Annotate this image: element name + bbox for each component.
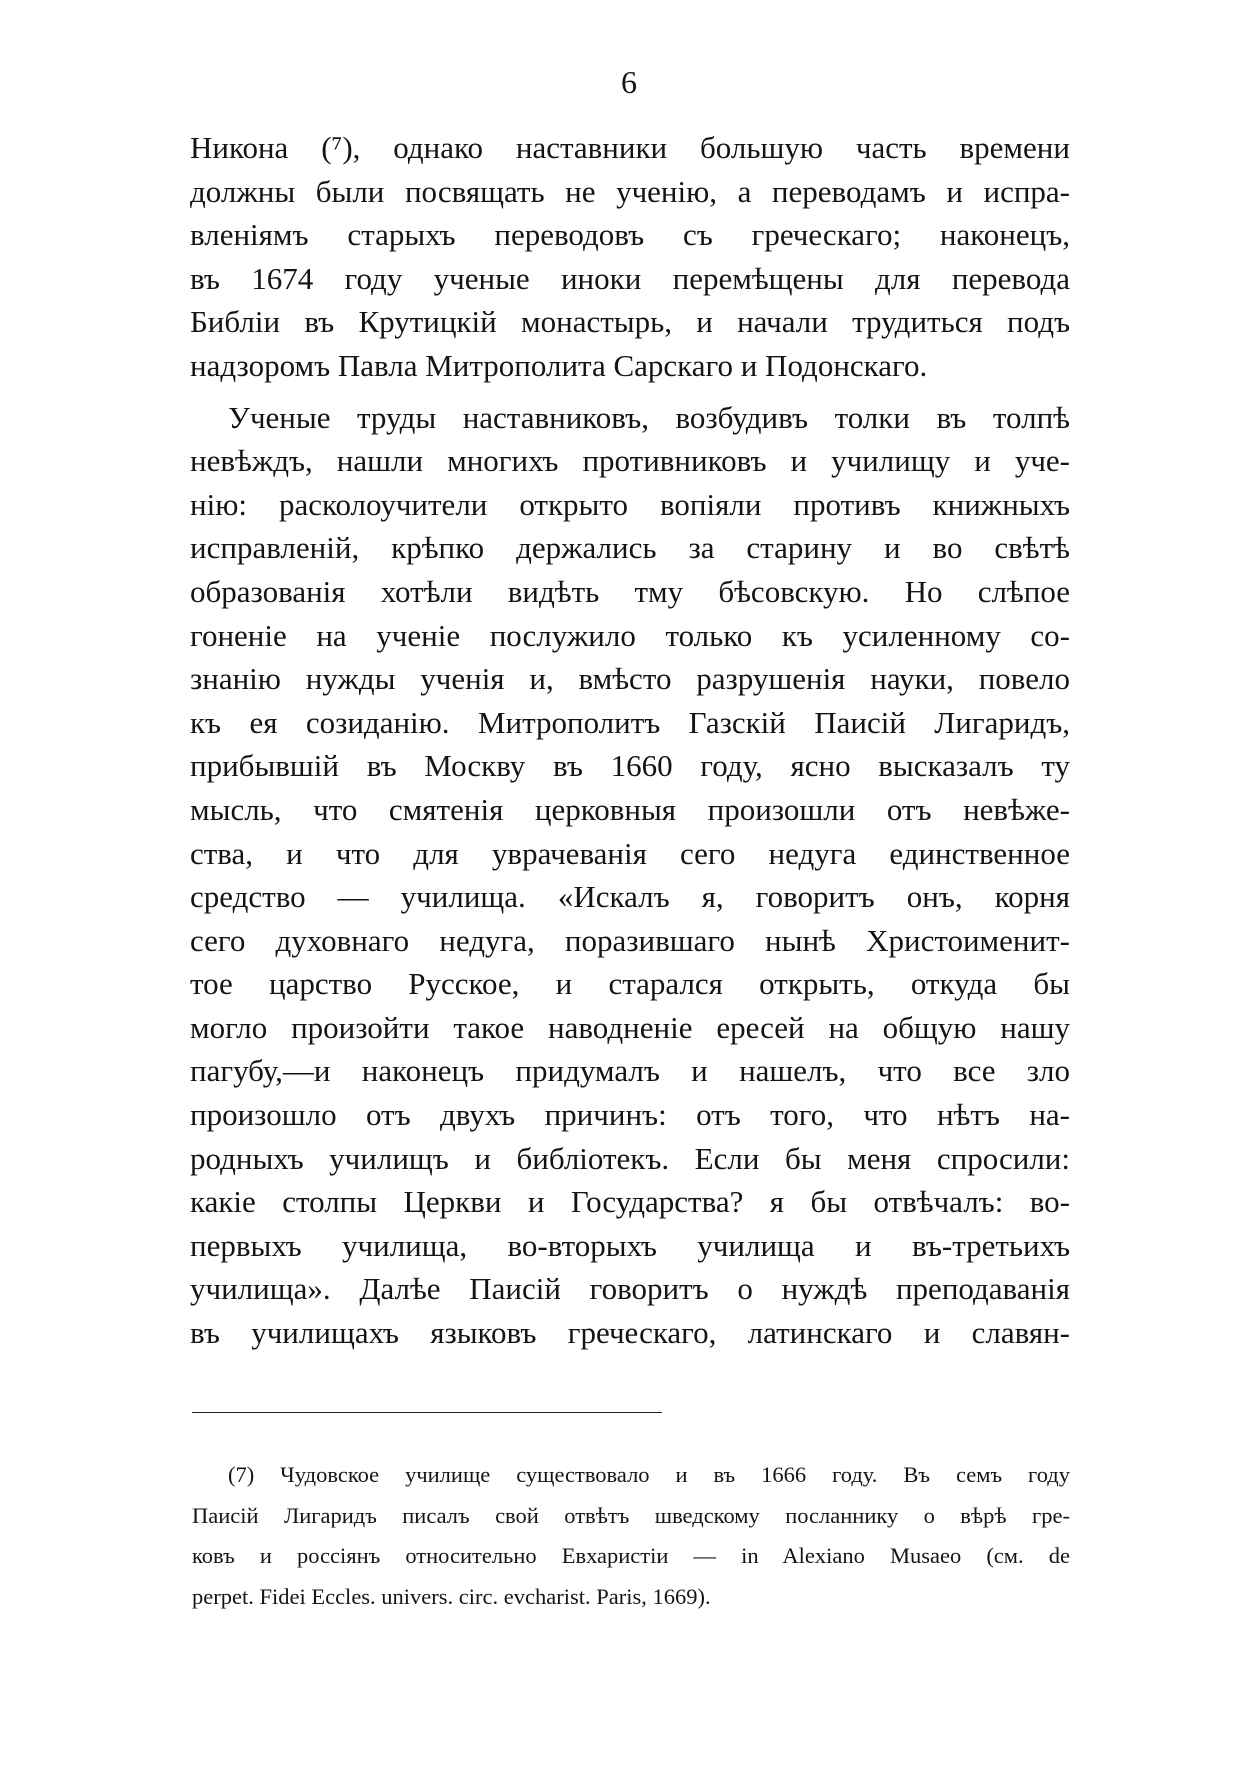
- text-line: гоненiе на ученiе послужило только къ усиленному со-: [190, 617, 1070, 653]
- text-line: надзоромъ Павла Митрополита Сарскаго и Подонскаго.: [190, 347, 928, 383]
- text-line: невѣждъ, нашли многихъ противниковъ и училищу и уче-: [190, 443, 1070, 479]
- text-line: тое царство Русское, и старался открыть, откуда бы: [190, 966, 1070, 1002]
- footnote-line: (7) Чудовское училище существовало и въ 1666 году. Въ семъ году: [228, 1462, 1070, 1487]
- text-line: въ 1674 году ученые иноки перемѣщены для перевода: [190, 260, 1070, 296]
- text-line: первыхъ училища, во-вторыхъ училища и въ-третьихъ: [190, 1227, 1070, 1263]
- text-line: могло произойти такое наводненiе ересей на общую нашу: [190, 1009, 1070, 1045]
- text-line: сего духовнаго недуга, поразившаго нынѣ Христоименит-: [190, 922, 1070, 958]
- text-line: образованiя хотѣли видѣть тму бѣсовскую. Но слѣпое: [190, 573, 1070, 609]
- text-line: въ училищахъ языковъ греческаго, латинскаго и славян-: [190, 1315, 1070, 1351]
- body-text: [190, 126, 1070, 1355]
- text-line: прибывшiй въ Москву въ 1660 году, ясно высказалъ ту: [190, 748, 1070, 784]
- text-line: знанiю нужды ученiя и, вмѣсто разрушенiя науки, повело: [190, 661, 1070, 697]
- footnote-line: perpet. Fidei Eccles. univers. circ. evcharist. Paris, 1669).: [192, 1583, 711, 1609]
- text-line: должны были посвящать не ученiю, а переводамъ и испра-: [190, 173, 1070, 209]
- text-line: училища». Далѣе Паисiй говоритъ о нуждѣ преподаванiя: [190, 1271, 1070, 1307]
- text-line: средство — училища. «Искалъ я, говоритъ онъ, корня: [190, 879, 1070, 915]
- text-line: родныхъ училищъ и библiотекъ. Если бы меня спросили:: [190, 1140, 1070, 1176]
- text-line: ства, и что для уврачеванiя сего недуга единственное: [190, 835, 1070, 871]
- text-line: пагубу,—и наконецъ придумалъ и нашелъ, что все зло: [190, 1053, 1070, 1089]
- text-line: произошло отъ двухъ причинъ: отъ того, что нѣтъ на-: [190, 1097, 1070, 1133]
- text-line: Ученые труды наставниковъ, возбудивъ толки въ толпѣ: [228, 399, 1070, 435]
- footnote: [192, 1455, 1070, 1617]
- footnote-divider: [192, 1412, 662, 1413]
- text-line: исправленiй, крѣпко держались за старину и во свѣтѣ: [190, 530, 1070, 566]
- text-line: къ ея созиданiю. Митрополитъ Газскiй Паисiй Лигаридъ,: [190, 704, 1070, 740]
- text-line: какiе столпы Церкви и Государства? я бы отвѣчалъ: во-: [190, 1184, 1070, 1220]
- text-line: Никона (⁷), однако наставники большую часть времени: [190, 130, 1070, 165]
- text-line: Библiи въ Крутицкiй монастырь, и начали трудиться подъ: [190, 304, 1070, 340]
- paragraph-gap: [190, 388, 1070, 396]
- page-number: 6: [621, 64, 638, 100]
- text-line: нiю: расколоучители открыто вопiяли противъ книжныхъ: [190, 486, 1070, 522]
- text-line: мысль, что смятенiя церковныя произошли отъ невѣже-: [190, 791, 1070, 827]
- paragraph-1: [190, 126, 1070, 388]
- footnote-line: Паисiй Лигаридъ писалъ свой отвѣтъ шведскому посланнику о вѣрѣ гре-: [192, 1502, 1070, 1528]
- footnote-line: ковъ и россiянъ относительно Евхаристiи — in Alexiano Musaeo (см. de: [192, 1543, 1070, 1568]
- paragraph-2: [190, 396, 1070, 1355]
- text-line: вленiямъ старыхъ переводовъ съ греческаго; наконецъ,: [190, 217, 1070, 253]
